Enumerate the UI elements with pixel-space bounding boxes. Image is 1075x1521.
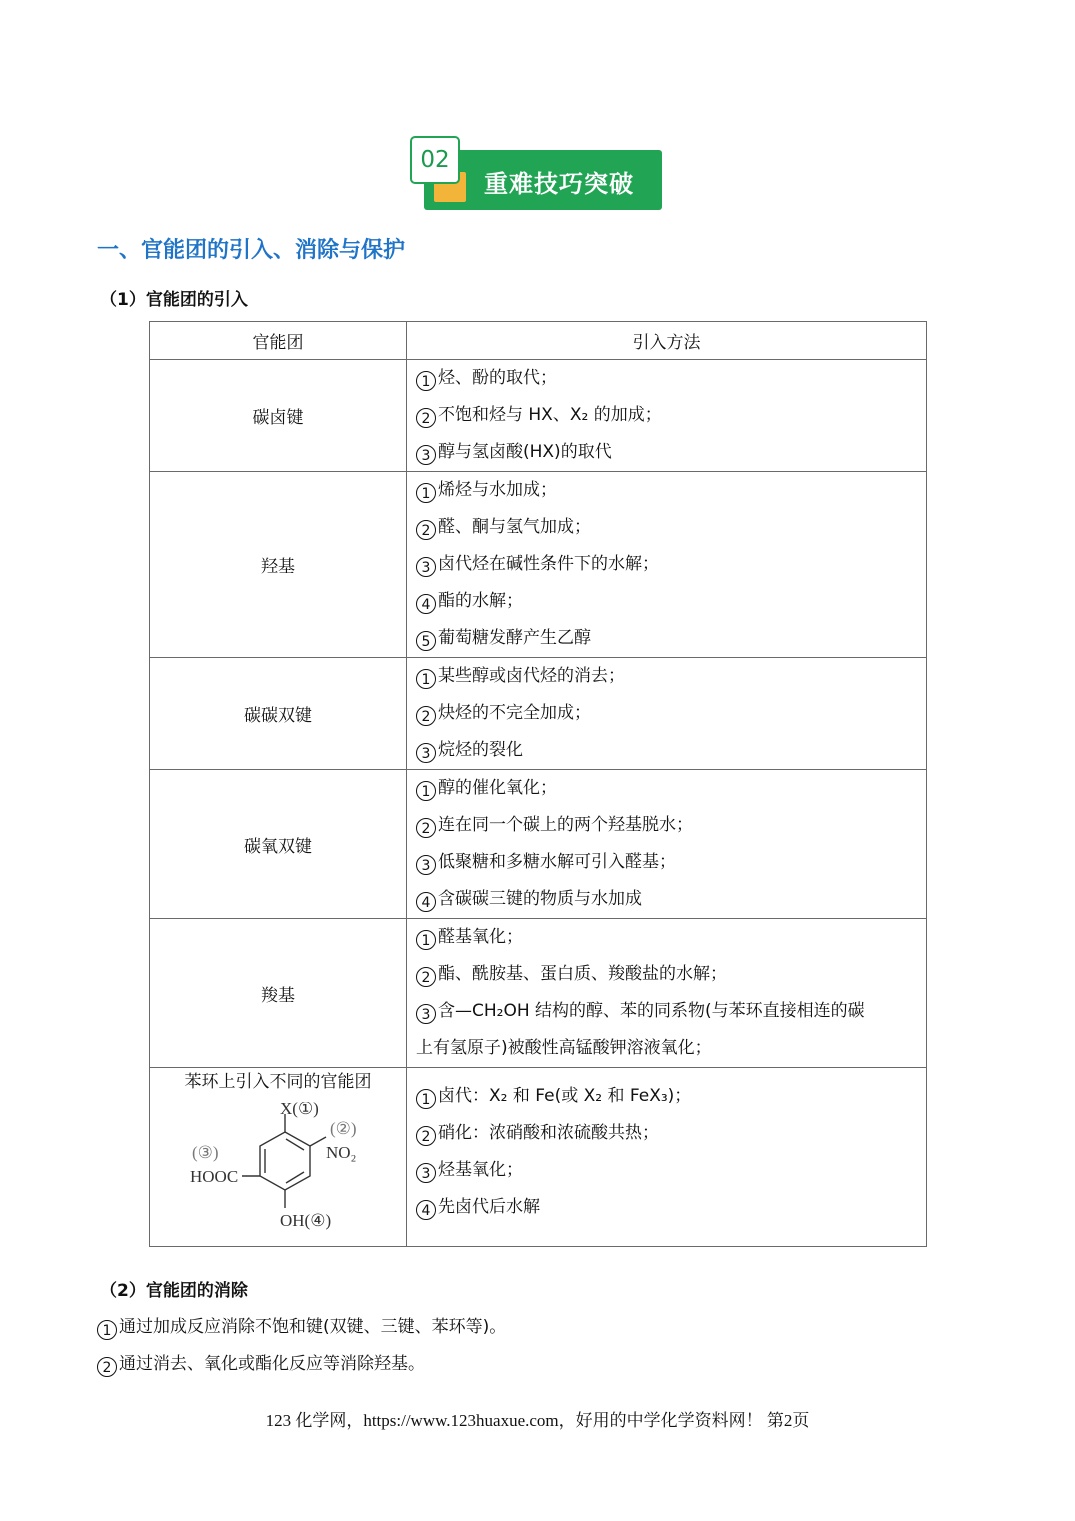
method-line bbox=[416, 472, 926, 509]
method-text: 醇与氢卤酸(HX)的取代 bbox=[438, 442, 612, 462]
method-cell bbox=[407, 472, 927, 658]
method-text: 低聚糖和多糖水解可引入醛基； bbox=[438, 852, 676, 872]
header-group: 官能团 bbox=[150, 322, 407, 360]
badge-number: 02 bbox=[420, 147, 450, 173]
circle-number: 2 bbox=[97, 1357, 117, 1377]
page-footer: 123 化学网，https://www.123huaxue.com，好用的中学化学资料网！ 第2页 bbox=[265, 1411, 810, 1430]
circle-number: 5 bbox=[416, 631, 436, 651]
table-row bbox=[150, 658, 927, 770]
elimination-text: 通过消去、氧化或酯化反应等消除羟基。 bbox=[119, 1354, 425, 1374]
group-name: 苯环上引入不同的官能团 bbox=[184, 1072, 372, 1092]
method-text: 含—CH₂OH 结构的醇、苯的同系物(与苯环直接相连的碳 bbox=[438, 1001, 865, 1021]
method-text: 连在同一个碳上的两个羟基脱水； bbox=[438, 815, 693, 835]
method-text: 烷烃的裂化 bbox=[438, 740, 523, 760]
method-line bbox=[416, 397, 926, 434]
method-text: 葡萄糖发酵产生乙醇 bbox=[438, 628, 591, 648]
table-row bbox=[150, 770, 927, 919]
table-row bbox=[150, 472, 927, 658]
method-line bbox=[416, 1189, 926, 1226]
method-line bbox=[416, 434, 926, 471]
method-text: 卤代：X₂ 和 Fe(或 X₂ 和 FeX₃)； bbox=[438, 1086, 692, 1106]
method-text: 某些醇或卤代烃的消去； bbox=[438, 666, 625, 686]
table-row bbox=[150, 360, 927, 472]
header-method: 引入方法 bbox=[407, 322, 927, 360]
circle-number: 1 bbox=[416, 1089, 436, 1109]
circle-number: 1 bbox=[416, 669, 436, 689]
method-line bbox=[416, 1078, 926, 1115]
circle-number: 1 bbox=[416, 930, 436, 950]
method-cell bbox=[407, 658, 927, 770]
elimination-text: 通过加成反应消除不饱和键(双键、三键、苯环等)。 bbox=[119, 1317, 507, 1337]
method-text: 含碳碳三键的物质与水加成 bbox=[438, 889, 642, 909]
circle-number: 3 bbox=[416, 557, 436, 577]
method-line bbox=[416, 919, 926, 956]
method-line bbox=[416, 993, 926, 1030]
circle-number: 3 bbox=[416, 445, 436, 465]
circle-number: 1 bbox=[416, 781, 436, 801]
group-cell: 碳氧双键 bbox=[150, 770, 407, 919]
method-text: 烯烃与水加成； bbox=[438, 480, 557, 500]
group-cell: 羧基 bbox=[150, 919, 407, 1068]
substituted-benzene-structure bbox=[180, 1102, 370, 1242]
method-line bbox=[416, 1030, 926, 1067]
circle-number: 3 bbox=[416, 1163, 436, 1183]
circle-number: 2 bbox=[416, 818, 436, 838]
method-line bbox=[416, 1152, 926, 1189]
method-line bbox=[416, 881, 926, 918]
method-line bbox=[416, 695, 926, 732]
method-line bbox=[416, 360, 926, 397]
method-text: 酯的水解； bbox=[438, 591, 523, 611]
cooh-substituent-label: HOOC bbox=[190, 1167, 239, 1186]
method-line bbox=[416, 807, 926, 844]
group-cell-benzene bbox=[150, 1068, 407, 1247]
table-row-benzene bbox=[150, 1068, 927, 1247]
section-badge bbox=[410, 136, 662, 212]
method-text: 炔烃的不完全加成； bbox=[438, 703, 591, 723]
method-text: 硝化：浓硝酸和浓硫酸共热； bbox=[438, 1123, 659, 1143]
badge-number-box bbox=[410, 136, 460, 184]
circle-number: 4 bbox=[416, 1200, 436, 1220]
circle-number: 2 bbox=[416, 1126, 436, 1146]
group-cell: 碳碳双键 bbox=[150, 658, 407, 770]
method-cell-benzene bbox=[407, 1068, 927, 1247]
circle-number: 4 bbox=[416, 892, 436, 912]
method-text: 烃基氧化； bbox=[438, 1160, 523, 1180]
circle-number: 3 bbox=[416, 743, 436, 763]
method-cell bbox=[407, 919, 927, 1068]
method-text: 先卤代后水解 bbox=[438, 1197, 540, 1217]
x-substituent-label: X(①) bbox=[280, 1102, 319, 1118]
badge-title: 重难技巧突破 bbox=[484, 170, 634, 198]
circle-number: 2 bbox=[416, 706, 436, 726]
table-row bbox=[150, 919, 927, 1068]
method-text: 酯、酰胺基、蛋白质、羧酸盐的水解； bbox=[438, 964, 727, 984]
method-line bbox=[416, 583, 926, 620]
method-text: 醇的催化氧化； bbox=[438, 778, 557, 798]
method-line bbox=[416, 658, 926, 695]
circle-number: 1 bbox=[97, 1320, 117, 1340]
circle-number: 2 bbox=[416, 967, 436, 987]
group-cell: 碳卤键 bbox=[150, 360, 407, 472]
method-line bbox=[416, 1115, 926, 1152]
method-text: 卤代烃在碱性条件下的水解； bbox=[438, 554, 659, 574]
group-cell: 羟基 bbox=[150, 472, 407, 658]
circle-number: 3 bbox=[416, 855, 436, 875]
no2-substituent-label: NO₂ bbox=[326, 1143, 357, 1162]
method-text: 上有氢原子)被酸性高锰酸钾溶液氧化； bbox=[416, 1038, 712, 1058]
method-line bbox=[416, 732, 926, 769]
circle-number: 3 bbox=[416, 1004, 436, 1024]
circle-number: 4 bbox=[416, 594, 436, 614]
circle-number: 2 bbox=[416, 408, 436, 428]
method-text: 烃、酚的取代； bbox=[438, 368, 557, 388]
method-line bbox=[416, 770, 926, 807]
oh-substituent-label: OH(④) bbox=[280, 1211, 332, 1230]
circle-number: 1 bbox=[416, 483, 436, 503]
method-line bbox=[416, 956, 926, 993]
method-line bbox=[416, 509, 926, 546]
method-cell bbox=[407, 770, 927, 919]
circle-number: 2 bbox=[416, 520, 436, 540]
subsection-introduction-title: （1）官能团的引入 bbox=[100, 290, 248, 310]
method-text: 不饱和烃与 HX、X₂ 的加成； bbox=[438, 405, 662, 425]
method-line bbox=[416, 620, 926, 657]
functional-group-table bbox=[149, 321, 927, 1247]
method-text: 醛、酮与氢气加成； bbox=[438, 517, 591, 537]
method-text: 醛基氧化； bbox=[438, 927, 523, 947]
elimination-item-1 bbox=[97, 1312, 506, 1340]
section-heading: 一、官能团的引入、消除与保护 bbox=[97, 238, 406, 263]
method-cell bbox=[407, 360, 927, 472]
table-header-row bbox=[150, 322, 927, 360]
elimination-item-2 bbox=[97, 1349, 425, 1377]
cooh-position-mark: (③) bbox=[192, 1143, 219, 1162]
method-line bbox=[416, 844, 926, 881]
subsection-elimination-title: （2）官能团的消除 bbox=[100, 1281, 248, 1301]
no2-position-mark: (②) bbox=[330, 1119, 357, 1138]
method-line bbox=[416, 546, 926, 583]
benzene-ring bbox=[260, 1132, 310, 1190]
circle-number: 1 bbox=[416, 371, 436, 391]
